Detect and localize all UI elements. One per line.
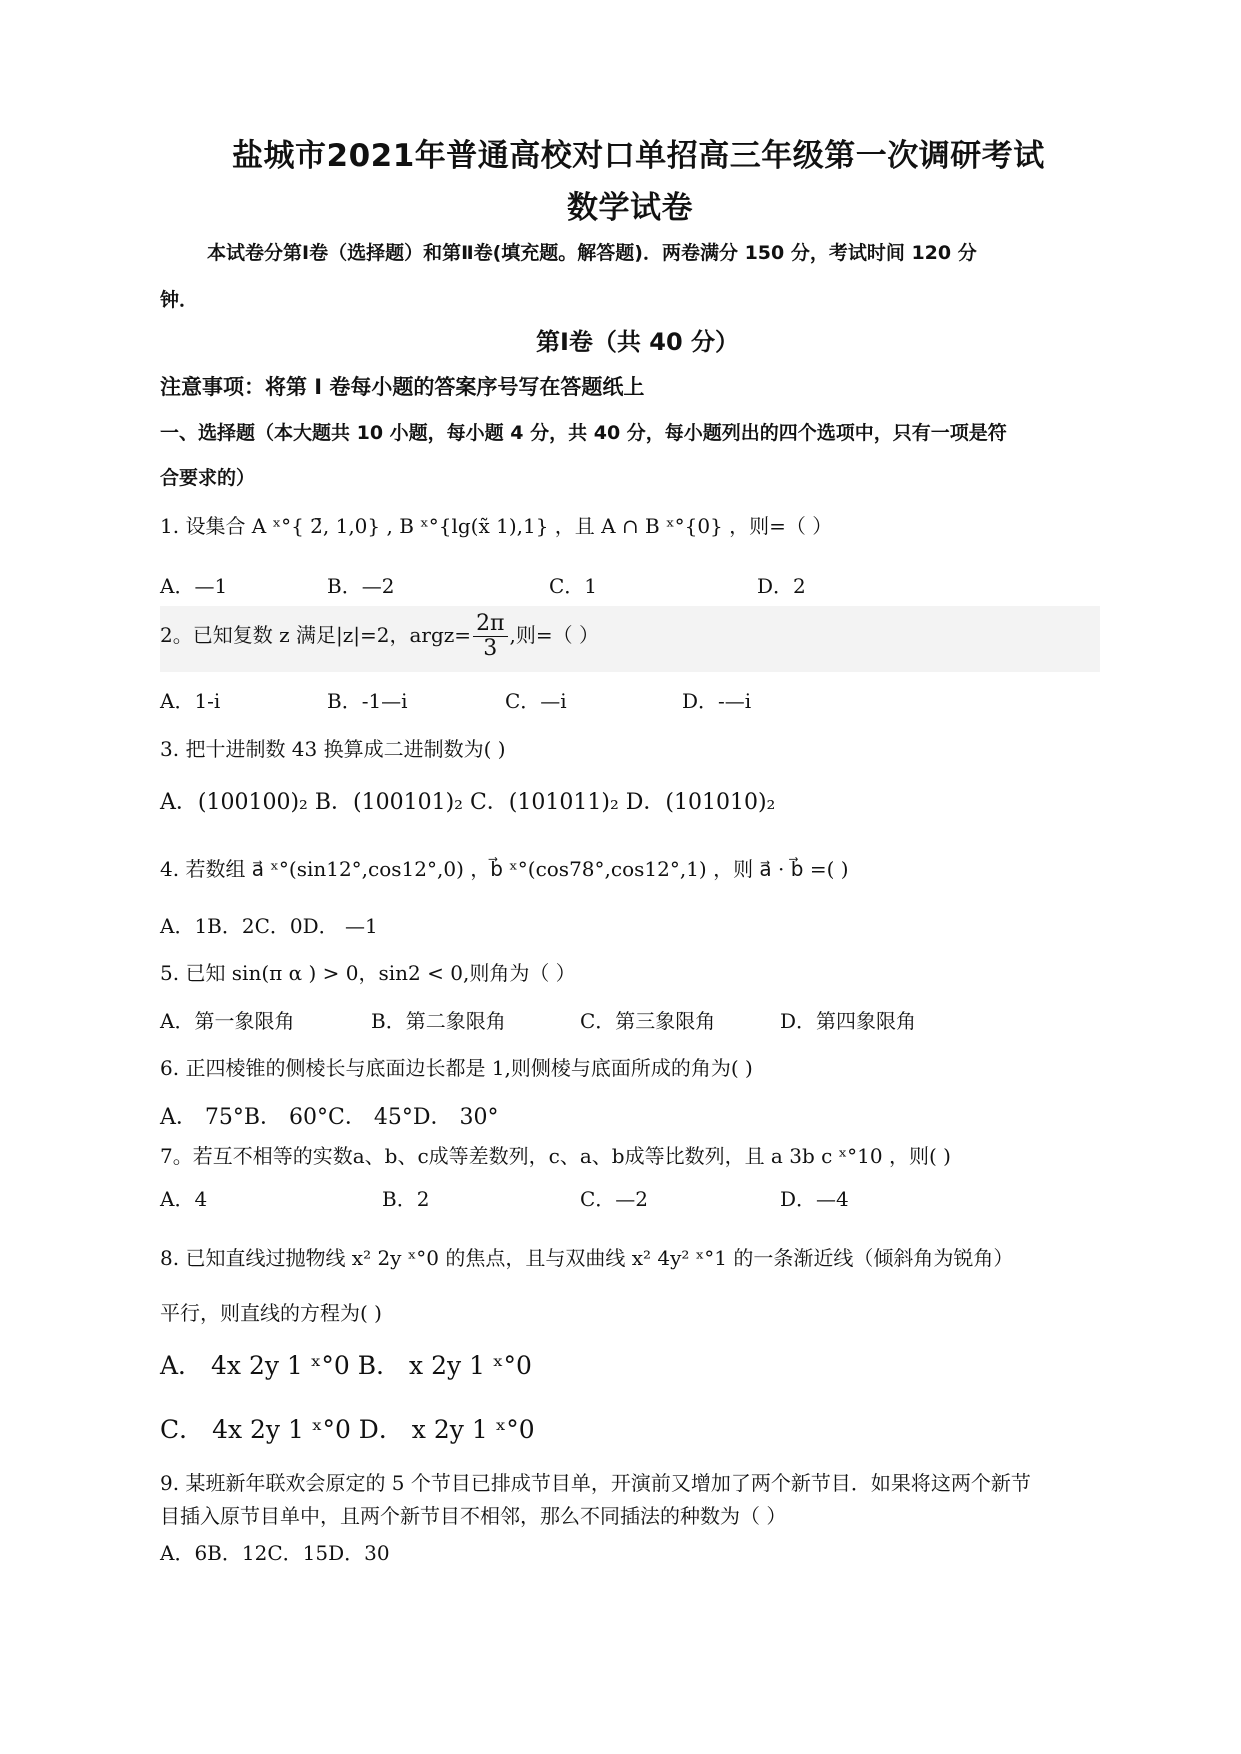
question-8-options-line-1: A． 4x 2y 1 ˣ°0 B． x 2y 1 ˣ°0	[160, 1351, 532, 1380]
question-5-option-a: A．第一象限角	[160, 1009, 295, 1033]
question-1-option-d: D．2	[757, 574, 806, 598]
question-1-option-a: A．—1	[160, 574, 228, 598]
exam-subtitle: 数学试卷	[567, 190, 693, 226]
exam-title: 盐城市2021年普通高校对口单招高三年级第一次调研考试	[232, 138, 1045, 174]
question-7-option-c: C．—2	[580, 1187, 649, 1211]
section-heading-line-1: 一、选择题（本大题共 10 小题，每小题 4 分，共 40 分，每小题列出的四个选项中，只有一项是符	[160, 422, 1007, 444]
question-3-stem: 3. 把十进制数 43 换算成二进制数为( )	[160, 737, 506, 761]
question-7-option-b: B．2	[382, 1187, 430, 1211]
fraction-numerator: 2π	[473, 612, 507, 637]
question-9-options: A．6B．12C．15D．30	[160, 1541, 390, 1565]
question-2-option-c: C．—i	[505, 689, 567, 713]
question-8-stem-line-1: 8. 已知直线过抛物线 x² 2y ˣ°0 的焦点，且与双曲线 x² 4y² ˣ°1 的一条渐近线（倾斜角为锐角）	[160, 1246, 1014, 1270]
question-7-options	[0, 1183, 1241, 1213]
question-3-options: A．(100100)₂ B．(100101)₂ C．(101011)₂ D．(101010)₂	[160, 790, 776, 815]
question-2-stem	[160, 612, 599, 661]
question-9-stem-line-1: 9. 某班新年联欢会原定的 5 个节目已排成节目单，开演前又增加了两个新节目．如果将这两个新节	[160, 1471, 1031, 1495]
question-6-stem: 6. 正四棱锥的侧棱长与底面边长都是 1,则侧棱与底面所成的角为( )	[160, 1056, 753, 1080]
question-5-option-c: C．第三象限角	[580, 1009, 716, 1033]
part1-title: 第Ⅰ卷（共 40 分）	[536, 328, 740, 356]
question-8-stem-line-2: 平行，则直线的方程为( )	[160, 1301, 382, 1325]
intro-line-2: 钟．	[160, 289, 199, 311]
fraction-denominator: 3	[483, 636, 498, 662]
question-7-option-d: D．—4	[780, 1187, 849, 1211]
question-1-options	[0, 570, 1241, 600]
question-7-option-a: A．4	[160, 1187, 208, 1211]
question-2-stem-after: ,则=（ ）	[509, 623, 600, 648]
question-5-option-d: D．第四象限角	[780, 1009, 917, 1033]
question-4-options: A．1B．2C．0D． —1	[160, 914, 378, 938]
question-6-options: A． 75°B． 60°C． 45°D． 30°	[160, 1105, 499, 1130]
question-5-option-b: B．第二象限角	[371, 1009, 506, 1033]
question-2-option-b: B．-1—i	[327, 689, 408, 713]
question-9-stem-line-2: 目插入原节目单中，且两个新节目不相邻，那么不同插法的种数为（ ）	[160, 1504, 787, 1528]
question-5-stem: 5. 已知 sin(π α ) > 0，sin2 < 0,则角为（ ）	[160, 961, 576, 985]
question-4-stem: 4. 若数组 a⃗ ˣ°(sin12°,cos12°,0) ，b⃗ ˣ°(cos78°,cos12°,1) ，则 a⃗ · b⃗ =( )	[160, 857, 849, 881]
question-2-fraction	[473, 612, 507, 661]
question-2-options	[0, 685, 1241, 715]
question-2-option-d: D．-—i	[682, 689, 752, 713]
question-1-option-c: C．1	[549, 574, 598, 598]
question-8-options-line-2: C． 4x 2y 1 ˣ°0 D． x 2y 1 ˣ°0	[160, 1415, 535, 1444]
question-2-stem-before: 2。已知复数 z 满足|z|=2，argz=	[160, 623, 472, 648]
section-heading-line-2: 合要求的）	[160, 467, 256, 489]
question-2-option-a: A．1-i	[160, 689, 221, 713]
question-1-option-b: B．—2	[327, 574, 395, 598]
question-7-stem: 7。若互不相等的实数a、b、c成等差数列，c、a、b成等比数列，且 a 3b c ˣ°10 ，则( )	[160, 1144, 951, 1168]
question-5-options	[0, 1005, 1241, 1035]
intro-line-1: 本试卷分第Ⅰ卷（选择题）和第Ⅱ卷(填充题。解答题)．两卷满分 150 分，考试时间 120 分	[207, 242, 977, 264]
part1-notice: 注意事项：将第 Ⅰ 卷每小题的答案序号写在答题纸上	[160, 375, 645, 399]
question-1-stem: 1. 设集合 A ˣ°{ 2̄, 1,0} , B ˣ°{lg(x̃ 1),1} ，且 A ∩ B ˣ°{0} ，则=（ ）	[160, 514, 833, 538]
